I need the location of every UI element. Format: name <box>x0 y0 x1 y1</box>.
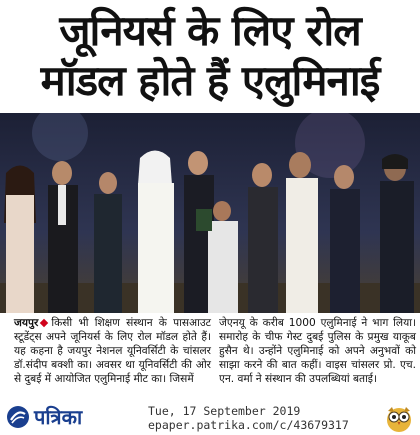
publication-date: Tue, 17 September 2019 <box>148 404 301 418</box>
article-column-right <box>219 316 416 386</box>
footer <box>0 400 420 435</box>
article-left-text: किसी भी शिक्षण संस्थान के पासआउट स्टूडेंट्स अपने जूनियर्स के लिए रोल मॉडल होते हैं। यह कहना है जयपुर नेशनल यूनिवर्सिटी के चांसलर डॉ.संदीप बक्शी का। अवसर था यूनिवर्सिटी की ओर से दुबई में आयोजित एलुमिनाई मीट का। जिसमें <box>14 317 211 385</box>
footer-info <box>148 404 349 432</box>
dateline: जयपुर <box>14 317 39 329</box>
headline-line-2: मॉडल होते हैं एलुमिनाई <box>40 56 380 105</box>
article-right-text: जेएनयू के करीब 1000 एलुमिनाई ने भाग लिया। समारोह के चीफ गेस्ट दुबई पुलिस के प्रमुख याकूब हुसैन थे। उन्होंने एलुमिनाई को अपने अनुभवों को साझा करने की बात कहीं। वाइस चांसलर प्रो. एच. एन. वर्मा ने संस्थान की उपलब्धियां बताई। <box>219 317 416 385</box>
brand-name: पत्रिका <box>34 405 83 429</box>
event-photo <box>0 113 420 313</box>
article-column-left <box>14 316 211 386</box>
article-body <box>0 316 420 402</box>
stage-scene-illustration <box>0 113 420 313</box>
owl-mascot-icon <box>384 403 414 433</box>
patrika-logo-icon <box>6 405 30 429</box>
epaper-url[interactable]: epaper.patrika.com/c/43679317 <box>148 418 349 432</box>
bullet-icon <box>40 318 48 326</box>
headline <box>0 0 420 108</box>
headline-line-1: जूनियर्स के लिए रोल <box>59 6 361 55</box>
